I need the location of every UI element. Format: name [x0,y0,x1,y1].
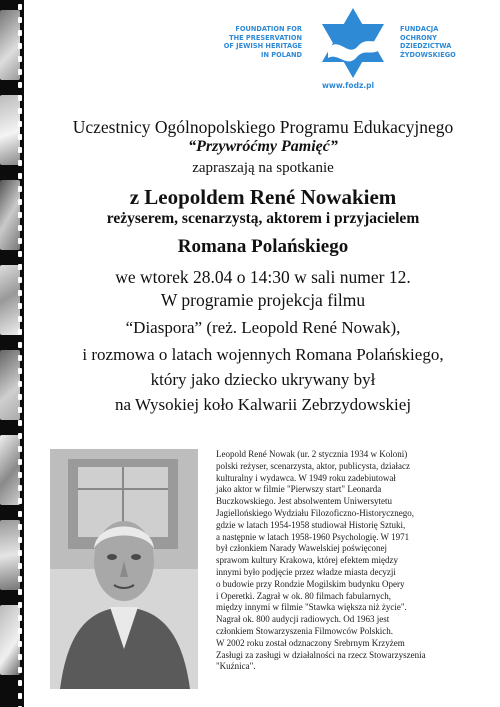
bio-line: Buczkowskiego. Jest absolwentem Uniwersytetu [216,496,392,507]
film-frame [0,435,20,505]
sprocket-hole [18,199,22,205]
program-name: “Przywróćmy Pamięć” [188,138,338,155]
sprocket-hole [18,290,22,296]
sprocket-hole [18,602,22,608]
logo-text-english: FOUNDATION FOR THE PRESERVATION OF JEWISH HERITAGE IN POLAND [223,25,302,59]
bio-line: Leopold René Nowak (ur. 2 stycznia 1934 w Koloni) [216,449,408,459]
sprocket-hole [18,550,22,556]
polanski-name: Romana Polańskiego [177,236,349,257]
sprocket-hole [18,82,22,88]
bio-line: innymi było podjęcie przez władze miasta decyzji [216,566,396,577]
sprocket-hole [18,433,22,439]
portrait-photo [50,449,198,689]
bio-line: W 2002 roku został odznaczony Srebrnym Krzyżem [216,637,405,648]
bio-line: gdzie w latach 1954-1958 studiował Historię Sztuki, [216,519,406,530]
sprocket-hole [18,641,22,647]
event-date-time: we wtorek 28.04 o 14:30 w sali numer 12. [115,267,411,287]
sprocket-hole [18,381,22,387]
sprocket-hole [18,4,22,10]
logo-text-polish: FUNDACJA OCHRONY DZIEDZICTWA ŻYDOWSKIEGO [400,25,456,59]
sprocket-hole [18,147,22,153]
sprocket-hole [18,95,22,101]
bio-line: członkiem Stowarzyszenia Filmowców Polskich. [216,625,393,636]
sprocket-hole [18,628,22,634]
sprocket-hole [18,30,22,36]
sprocket-hole [18,277,22,283]
conversation-topic: i rozmowa o latach wojennych Romana Polańskiego, [82,345,444,364]
logo-url-link[interactable]: www.fodz.pl [322,81,375,90]
sprocket-hole [18,680,22,686]
bio-line: a następnie w latach 1958-1960 Psychologię. W 1971 [216,531,410,542]
sprocket-hole [18,316,22,322]
film-title: “Diaspora” (reż. Leopold René Nowak), [125,318,401,337]
sprocket-hole [18,589,22,595]
biography-text [216,449,478,673]
hiding-location: na Wysokiej koło Kalwarii Zebrzydowskiej [114,395,412,414]
sprocket-hole [18,17,22,23]
sprocket-hole [18,69,22,75]
sprocket-hole [18,576,22,582]
sprocket-hole [18,459,22,465]
bio-line: jako aktor w filmie "Pierwszy start" Leonarda [216,484,382,495]
sprocket-hole [18,407,22,413]
program-intro: W programie projekcja filmu [160,290,366,310]
sprocket-hole [18,329,22,335]
sprocket-hole [18,303,22,309]
sprocket-hole [18,485,22,491]
guest-description: reżyserem, scenarzystą, aktorem i przyjacielem [106,210,420,227]
film-frame [0,265,20,335]
bio-line: Jagiellońskiego Wydziału Filozoficzno-Historycznego, [216,507,414,518]
sprocket-hole [18,342,22,348]
invitation-organizers: Uczestnicy Ogólnopolskiego Programu Edukacyjnego [72,117,454,137]
film-frame [0,520,20,590]
bio-line: był członkiem Narady Wawelskiej poświęconej [216,543,388,554]
film-frame [0,180,20,250]
sprocket-hole [18,511,22,517]
sprocket-hole [18,394,22,400]
bio-line: Nagrał ok. 800 audycji radiowych. Od 1963 jest [216,614,390,625]
sprocket-hole [18,121,22,127]
bio-line: między innymi w filmie "Stawka większa niż życie". [216,602,407,613]
sprocket-hole [18,654,22,660]
sprocket-hole [18,615,22,621]
sprocket-hole [18,56,22,62]
sprocket-hole [18,225,22,231]
invitation-intro: zapraszają na spotkanie [192,160,334,176]
film-frame [0,10,20,80]
bio-line: kulturalny i wydawca. W 1949 roku zadebiutował [216,472,396,483]
bio-line: i Operetki. Zagrał w ok. 80 filmach fabularnych, [216,590,391,601]
bio-line: sprawom kultury Krakowa, której efektem między [216,555,398,566]
star-of-david-icon [318,6,388,80]
film-strip-decoration [0,0,24,707]
sprocket-hole [18,368,22,374]
bio-line: "Kuźnica". [216,661,256,672]
sprocket-hole [18,355,22,361]
sprocket-hole [18,160,22,166]
film-frame [0,350,20,420]
sprocket-hole [18,446,22,452]
bio-line: o budowie przy Rondzie Mogilskim budynku Opery [216,578,405,589]
sprocket-hole [18,420,22,426]
sprocket-hole [18,472,22,478]
sprocket-hole [18,563,22,569]
bio-line: Zasługi za zasługi w działalności na rzecz Stowarzyszenia [216,649,426,660]
film-frame [0,95,20,165]
bio-line: polski reżyser, scenarzysta, aktor, publicysta, działacz [216,460,410,471]
sprocket-hole [18,524,22,530]
sprocket-hole [18,264,22,270]
sprocket-hole [18,108,22,114]
sprocket-hole [18,238,22,244]
sprocket-hole [18,667,22,673]
sprocket-hole [18,43,22,49]
guest-name-heading: z Leopoldem René Nowakiem [129,185,397,209]
sprocket-hole [18,186,22,192]
film-frame [0,605,20,675]
conversation-topic-cont: który jako dziecko ukrywany był [150,370,376,389]
sprocket-hole [18,537,22,543]
sprocket-hole [18,498,22,504]
sprocket-hole [18,173,22,179]
sprocket-hole [18,693,22,699]
foundation-logo [210,6,480,96]
sprocket-hole [18,212,22,218]
sprocket-hole [18,251,22,257]
sprocket-hole [18,134,22,140]
